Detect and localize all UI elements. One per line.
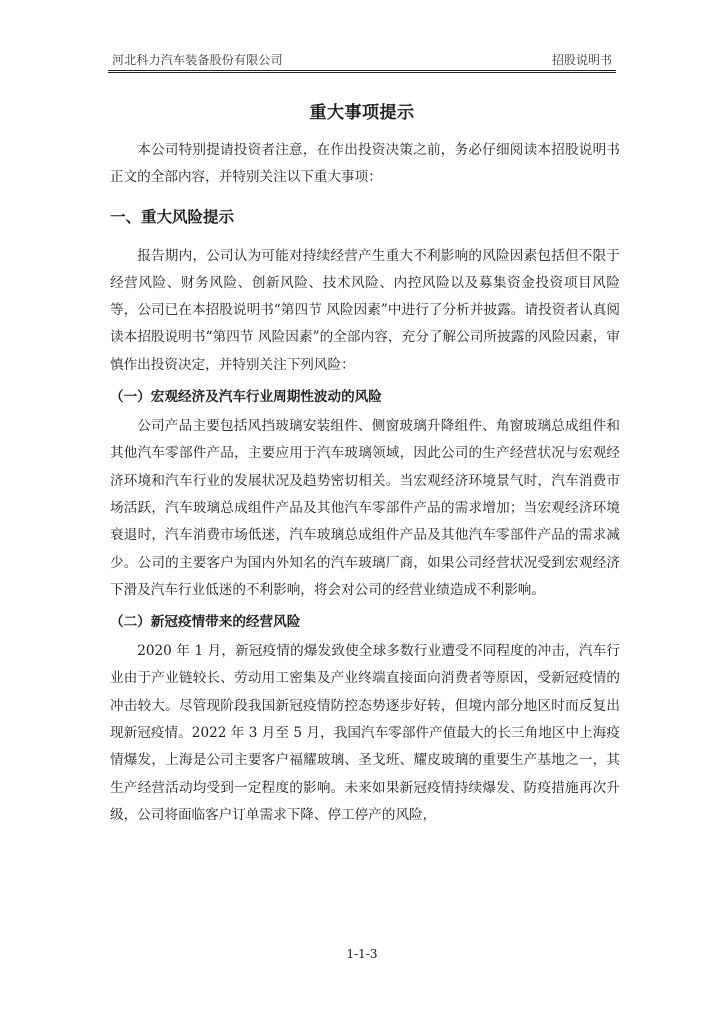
page-title: 重大事项提示 bbox=[309, 103, 415, 123]
document-body bbox=[110, 137, 620, 829]
header-document-type: 招股说明书 bbox=[551, 53, 612, 67]
page-number: 1-1-3 bbox=[346, 947, 378, 961]
major-risks-paragraph: 报告期内，公司认为可能对持续经营产生重大不利影响的风险因素包括但不限于经营风险、财务风险、创新风险、技术风险、内控风险以及募集资金投资项目风险等，公司已在本招股说明书“第四节 风险因素”中进行了分析并披露。请投资者认真阅读本招股说明书“第四节 风险因素”的全部内容，充分了解公司所披露的风险因素，审慎作出投资决定，并特别关注下列风险： bbox=[110, 247, 620, 373]
header-company-name: 河北科力汽车装备股份有限公司 bbox=[112, 53, 283, 67]
page-header bbox=[108, 51, 616, 69]
subsection-heading-covid-risk: （二）新冠疫情带来的经营风险 bbox=[110, 614, 301, 631]
header-rule-bottom bbox=[108, 72, 616, 73]
subsection-heading-macro-risk: （一）宏观经济及汽车行业周期性波动的风险 bbox=[110, 389, 382, 406]
header-rule-top bbox=[108, 70, 616, 71]
covid-risk-paragraph: 2020 年 1 月，新冠疫情的爆发致使全球多数行业遭受不同程度的冲击，汽车行业由于产业链较长、劳动用工密集及产业终端直接面向消费者等原因，受新冠疫情的冲击较大。尽管现阶段我国新冠疫情防控态势逐步好转，但境内部分地区时而反复出现新冠疫情。2022 年 3 月至 5 月，我国汽车零部件产值最大的长三角地区中上海疫情爆发，上海是公司主要客户福耀玻璃、圣戈班、耀皮玻璃的重要生产基地之一，其生产经营活动均受到一定程度的影响。未来如果新冠疫情持续爆发、防疫措施再次升级，公司将面临客户订单需求下降、停工停产的风险， bbox=[110, 643, 620, 823]
section-heading-major-risks: 一、重大风险提示 bbox=[110, 207, 235, 226]
intro-paragraph: 本公司特别提请投资者注意，在作出投资决策之前，务必仔细阅读本招股说明书正文的全部内容，并特别关注以下重大事项： bbox=[110, 142, 620, 186]
macro-risk-paragraph: 公司产品主要包括风挡玻璃安装组件、侧窗玻璃升降组件、角窗玻璃总成组件和其他汽车零部件产品，主要应用于汽车玻璃领域，因此公司的生产经营状况与宏观经济环境和汽车行业的发展状况及趋势密切相关。当宏观经济环境景气时，汽车消费市场活跃，汽车玻璃总成组件产品及其他汽车零部件产品的需求增加；当宏观经济环境衰退时，汽车消费市场低迷，汽车玻璃总成组件产品及其他汽车零部件产品的需求减少。公司的主要客户为国内外知名的汽车玻璃厂商，如果公司经营状况受到宏观经济下滑及汽车行业低迷的不利影响，将会对公司的经营业绩造成不利影响。 bbox=[110, 418, 620, 598]
